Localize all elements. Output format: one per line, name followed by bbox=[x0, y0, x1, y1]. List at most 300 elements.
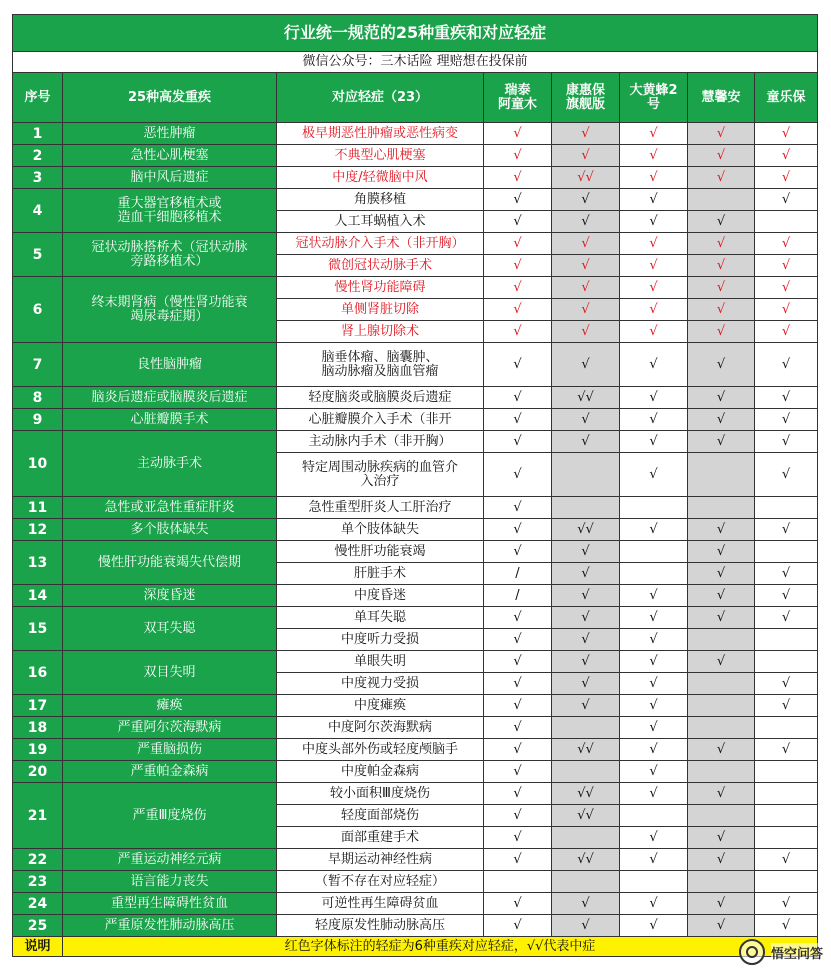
coverage-mark-product-4: √ bbox=[688, 255, 755, 277]
mild-condition: 特定周围动脉疾病的血管介 入治疗 bbox=[277, 453, 484, 497]
mild-condition: 面部重建手术 bbox=[277, 827, 484, 849]
row-number: 12 bbox=[13, 519, 63, 541]
coverage-mark-product-2: √√ bbox=[552, 387, 620, 409]
disease-name: 急性心肌梗塞 bbox=[63, 145, 277, 167]
coverage-mark-product-1: √ bbox=[484, 761, 552, 783]
row-number: 7 bbox=[13, 343, 63, 387]
table-row bbox=[13, 651, 818, 673]
coverage-mark-product-4: √ bbox=[688, 145, 755, 167]
mild-condition: 单眼失明 bbox=[277, 651, 484, 673]
row-number: 24 bbox=[13, 893, 63, 915]
table-row bbox=[13, 915, 818, 937]
disease-name: 严重脑损伤 bbox=[63, 739, 277, 761]
coverage-mark-product-1: √ bbox=[484, 695, 552, 717]
table-row bbox=[13, 541, 818, 563]
row-number: 23 bbox=[13, 871, 63, 893]
coverage-mark-product-4: √ bbox=[688, 277, 755, 299]
table-row bbox=[13, 277, 818, 299]
coverage-mark-product-3: √ bbox=[620, 761, 688, 783]
coverage-mark-product-1: √ bbox=[484, 827, 552, 849]
coverage-mark-product-5: √ bbox=[755, 673, 818, 695]
coverage-mark-product-1: √ bbox=[484, 915, 552, 937]
coverage-mark-product-5 bbox=[755, 651, 818, 673]
coverage-mark-product-4 bbox=[688, 453, 755, 497]
coverage-mark-product-3: √ bbox=[620, 277, 688, 299]
coverage-mark-product-2 bbox=[552, 827, 620, 849]
mild-condition: 轻度面部烧伤 bbox=[277, 805, 484, 827]
coverage-mark-product-1: √ bbox=[484, 277, 552, 299]
row-number: 11 bbox=[13, 497, 63, 519]
note-row bbox=[13, 937, 818, 957]
coverage-mark-product-2: √√ bbox=[552, 805, 620, 827]
disease-name: 终末期肾病（慢性肾功能衰 竭尿毒症期） bbox=[63, 277, 277, 343]
table-title: 行业统一规范的25种重疾和对应轻症 bbox=[13, 15, 818, 52]
table-row bbox=[13, 585, 818, 607]
coverage-mark-product-5 bbox=[755, 541, 818, 563]
disease-name: 重型再生障碍性贫血 bbox=[63, 893, 277, 915]
coverage-mark-product-1: √ bbox=[484, 717, 552, 739]
coverage-mark-product-2: √ bbox=[552, 695, 620, 717]
row-number: 14 bbox=[13, 585, 63, 607]
coverage-mark-product-1: √ bbox=[484, 431, 552, 453]
coverage-mark-product-4: √ bbox=[688, 233, 755, 255]
coverage-mark-product-1: √ bbox=[484, 255, 552, 277]
table-row bbox=[13, 739, 818, 761]
coverage-mark-product-4: √ bbox=[688, 607, 755, 629]
coverage-mark-product-3: √ bbox=[620, 409, 688, 431]
row-number: 17 bbox=[13, 695, 63, 717]
coverage-mark-product-2: √ bbox=[552, 343, 620, 387]
disease-name: 瘫痪 bbox=[63, 695, 277, 717]
coverage-mark-product-2: √ bbox=[552, 915, 620, 937]
coverage-mark-product-1: √ bbox=[484, 849, 552, 871]
table-row bbox=[13, 189, 818, 211]
table-row bbox=[13, 167, 818, 189]
coverage-mark-product-3 bbox=[620, 871, 688, 893]
mild-condition: 中度帕金森病 bbox=[277, 761, 484, 783]
coverage-mark-product-5: √ bbox=[755, 123, 818, 145]
mild-condition: 中度头部外伤或轻度颅脑手 bbox=[277, 739, 484, 761]
header-product-4: 慧馨安 bbox=[688, 73, 755, 123]
disease-name: 脑炎后遗症或脑膜炎后遗症 bbox=[63, 387, 277, 409]
coverage-mark-product-5: √ bbox=[755, 849, 818, 871]
coverage-mark-product-5: √ bbox=[755, 915, 818, 937]
disease-name: 严重原发性肺动脉高压 bbox=[63, 915, 277, 937]
mild-condition: 轻度原发性肺动脉高压 bbox=[277, 915, 484, 937]
coverage-mark-product-1: √ bbox=[484, 651, 552, 673]
coverage-mark-product-2: √ bbox=[552, 321, 620, 343]
mild-condition: 中度听力受损 bbox=[277, 629, 484, 651]
row-number: 9 bbox=[13, 409, 63, 431]
coverage-mark-product-3: √ bbox=[620, 673, 688, 695]
disease-name: 多个肢体缺失 bbox=[63, 519, 277, 541]
row-number: 13 bbox=[13, 541, 63, 585]
row-number: 16 bbox=[13, 651, 63, 695]
coverage-mark-product-3: √ bbox=[620, 629, 688, 651]
mild-condition: 早期运动神经性病 bbox=[277, 849, 484, 871]
row-number: 21 bbox=[13, 783, 63, 849]
subtitle-row bbox=[13, 52, 818, 73]
row-number: 22 bbox=[13, 849, 63, 871]
coverage-mark-product-2: √ bbox=[552, 541, 620, 563]
table-row bbox=[13, 519, 818, 541]
coverage-mark-product-5: √ bbox=[755, 585, 818, 607]
row-number: 8 bbox=[13, 387, 63, 409]
disease-name: 心脏瓣膜手术 bbox=[63, 409, 277, 431]
coverage-mark-product-1: √ bbox=[484, 145, 552, 167]
comparison-table bbox=[12, 14, 818, 957]
watermark-text: 悟空问答 bbox=[771, 943, 823, 962]
coverage-mark-product-3: √ bbox=[620, 695, 688, 717]
disease-name: 慢性肝功能衰竭失代偿期 bbox=[63, 541, 277, 585]
coverage-mark-product-2: √ bbox=[552, 585, 620, 607]
table-subtitle: 微信公众号：三木话险 理赔想在投保前 bbox=[13, 52, 818, 73]
disease-name: 主动脉手术 bbox=[63, 431, 277, 497]
disease-name: 急性或亚急性重症肝炎 bbox=[63, 497, 277, 519]
mild-condition: 中度视力受损 bbox=[277, 673, 484, 695]
coverage-mark-product-2 bbox=[552, 717, 620, 739]
disease-name: 冠状动脉搭桥术（冠状动脉 旁路移植术） bbox=[63, 233, 277, 277]
disease-name: 双耳失聪 bbox=[63, 607, 277, 651]
coverage-mark-product-1: / bbox=[484, 585, 552, 607]
coverage-mark-product-3: √ bbox=[620, 519, 688, 541]
mild-condition: 单耳失聪 bbox=[277, 607, 484, 629]
row-number: 3 bbox=[13, 167, 63, 189]
table-row bbox=[13, 145, 818, 167]
coverage-mark-product-2: √√ bbox=[552, 849, 620, 871]
coverage-mark-product-5 bbox=[755, 497, 818, 519]
coverage-mark-product-5 bbox=[755, 783, 818, 805]
table-row bbox=[13, 123, 818, 145]
mild-condition: 慢性肝功能衰竭 bbox=[277, 541, 484, 563]
row-number: 20 bbox=[13, 761, 63, 783]
coverage-mark-product-3: √ bbox=[620, 233, 688, 255]
coverage-mark-product-5: √ bbox=[755, 607, 818, 629]
coverage-mark-product-5 bbox=[755, 717, 818, 739]
coverage-mark-product-2: √ bbox=[552, 277, 620, 299]
coverage-mark-product-4: √ bbox=[688, 915, 755, 937]
row-number: 25 bbox=[13, 915, 63, 937]
coverage-mark-product-5: √ bbox=[755, 387, 818, 409]
note-label: 说明 bbox=[13, 937, 63, 957]
table-row bbox=[13, 233, 818, 255]
coverage-mark-product-1: √ bbox=[484, 519, 552, 541]
coverage-mark-product-1: √ bbox=[484, 783, 552, 805]
coverage-mark-product-2 bbox=[552, 871, 620, 893]
header-row bbox=[13, 73, 818, 123]
wukong-logo-icon bbox=[739, 939, 765, 965]
coverage-mark-product-2: √ bbox=[552, 145, 620, 167]
coverage-mark-product-2: √√ bbox=[552, 519, 620, 541]
coverage-mark-product-3: √ bbox=[620, 321, 688, 343]
row-number: 10 bbox=[13, 431, 63, 497]
coverage-mark-product-5: √ bbox=[755, 255, 818, 277]
coverage-mark-product-3 bbox=[620, 563, 688, 585]
coverage-mark-product-5 bbox=[755, 629, 818, 651]
table-row bbox=[13, 783, 818, 805]
coverage-mark-product-2 bbox=[552, 453, 620, 497]
disease-name: 严重Ⅲ度烧伤 bbox=[63, 783, 277, 849]
coverage-mark-product-4: √ bbox=[688, 519, 755, 541]
coverage-mark-product-1: √ bbox=[484, 453, 552, 497]
coverage-mark-product-5 bbox=[755, 761, 818, 783]
disease-name: 双目失明 bbox=[63, 651, 277, 695]
coverage-mark-product-5: √ bbox=[755, 277, 818, 299]
mild-condition: 心脏瓣膜介入手术（非开 bbox=[277, 409, 484, 431]
coverage-mark-product-3: √ bbox=[620, 145, 688, 167]
coverage-mark-product-4 bbox=[688, 629, 755, 651]
coverage-mark-product-5: √ bbox=[755, 893, 818, 915]
coverage-mark-product-3: √ bbox=[620, 189, 688, 211]
coverage-mark-product-1: √ bbox=[484, 321, 552, 343]
header-product-2: 康惠保 旗舰版 bbox=[552, 73, 620, 123]
coverage-mark-product-4 bbox=[688, 717, 755, 739]
coverage-mark-product-1: √ bbox=[484, 233, 552, 255]
coverage-mark-product-1: √ bbox=[484, 299, 552, 321]
coverage-mark-product-4: √ bbox=[688, 585, 755, 607]
coverage-mark-product-3 bbox=[620, 541, 688, 563]
disease-name: 良性脑肿瘤 bbox=[63, 343, 277, 387]
coverage-mark-product-3: √ bbox=[620, 343, 688, 387]
coverage-mark-product-3: √ bbox=[620, 827, 688, 849]
coverage-mark-product-3: √ bbox=[620, 849, 688, 871]
coverage-mark-product-2: √ bbox=[552, 189, 620, 211]
note-text: 红色字体标注的轻症为6种重疾对应轻症，√√代表中症 bbox=[63, 937, 818, 957]
coverage-mark-product-4: √ bbox=[688, 431, 755, 453]
coverage-mark-product-1: √ bbox=[484, 343, 552, 387]
coverage-mark-product-2: √ bbox=[552, 607, 620, 629]
header-product-3: 大黄蜂2 号 bbox=[620, 73, 688, 123]
coverage-mark-product-2: √√ bbox=[552, 783, 620, 805]
table-row bbox=[13, 761, 818, 783]
coverage-mark-product-4: √ bbox=[688, 541, 755, 563]
coverage-mark-product-5 bbox=[755, 211, 818, 233]
coverage-mark-product-1: √ bbox=[484, 123, 552, 145]
coverage-mark-product-3: √ bbox=[620, 893, 688, 915]
coverage-mark-product-3 bbox=[620, 805, 688, 827]
coverage-mark-product-3: √ bbox=[620, 717, 688, 739]
table-row bbox=[13, 607, 818, 629]
mild-condition: 肝脏手术 bbox=[277, 563, 484, 585]
table-row bbox=[13, 695, 818, 717]
coverage-mark-product-4 bbox=[688, 497, 755, 519]
coverage-mark-product-2: √ bbox=[552, 629, 620, 651]
coverage-mark-product-4 bbox=[688, 695, 755, 717]
coverage-mark-product-1: √ bbox=[484, 409, 552, 431]
coverage-mark-product-2: √ bbox=[552, 651, 620, 673]
coverage-mark-product-1: √ bbox=[484, 805, 552, 827]
coverage-mark-product-1: √ bbox=[484, 497, 552, 519]
coverage-mark-product-3: √ bbox=[620, 453, 688, 497]
row-number: 18 bbox=[13, 717, 63, 739]
coverage-mark-product-1: √ bbox=[484, 629, 552, 651]
mild-condition: 脑垂体瘤、脑囊肿、 脑动脉瘤及脑血管瘤 bbox=[277, 343, 484, 387]
mild-condition: 角膜移植 bbox=[277, 189, 484, 211]
coverage-mark-product-1: √ bbox=[484, 541, 552, 563]
coverage-mark-product-4: √ bbox=[688, 563, 755, 585]
mild-condition: 中度阿尔茨海默病 bbox=[277, 717, 484, 739]
mild-condition: 单个肢体缺失 bbox=[277, 519, 484, 541]
mild-condition: （暂不存在对应轻症） bbox=[277, 871, 484, 893]
coverage-mark-product-4: √ bbox=[688, 211, 755, 233]
header-mild: 对应轻症（23） bbox=[277, 73, 484, 123]
row-number: 19 bbox=[13, 739, 63, 761]
coverage-mark-product-3: √ bbox=[620, 255, 688, 277]
mild-condition: 中度/轻微脑中风 bbox=[277, 167, 484, 189]
coverage-mark-product-4 bbox=[688, 871, 755, 893]
coverage-mark-product-1: √ bbox=[484, 739, 552, 761]
coverage-mark-product-3: √ bbox=[620, 915, 688, 937]
row-number: 2 bbox=[13, 145, 63, 167]
table-row bbox=[13, 717, 818, 739]
coverage-mark-product-1 bbox=[484, 871, 552, 893]
row-number: 1 bbox=[13, 123, 63, 145]
insurance-comparison-table-wrapper bbox=[12, 14, 817, 957]
coverage-mark-product-4: √ bbox=[688, 387, 755, 409]
coverage-mark-product-2: √ bbox=[552, 123, 620, 145]
coverage-mark-product-2: √ bbox=[552, 893, 620, 915]
header-product-5: 童乐保 bbox=[755, 73, 818, 123]
mild-condition: 微创冠状动脉手术 bbox=[277, 255, 484, 277]
coverage-mark-product-1: √ bbox=[484, 673, 552, 695]
coverage-mark-product-4: √ bbox=[688, 893, 755, 915]
mild-condition: 慢性肾功能障碍 bbox=[277, 277, 484, 299]
coverage-mark-product-2: √ bbox=[552, 299, 620, 321]
mild-condition: 较小面积Ⅲ度烧伤 bbox=[277, 783, 484, 805]
coverage-mark-product-4: √ bbox=[688, 167, 755, 189]
coverage-mark-product-2: √ bbox=[552, 673, 620, 695]
table-row bbox=[13, 893, 818, 915]
coverage-mark-product-1: √ bbox=[484, 893, 552, 915]
mild-condition: 单侧肾脏切除 bbox=[277, 299, 484, 321]
coverage-mark-product-1: √ bbox=[484, 189, 552, 211]
coverage-mark-product-4: √ bbox=[688, 783, 755, 805]
title-row bbox=[13, 15, 818, 52]
mild-condition: 急性重型肝炎人工肝治疗 bbox=[277, 497, 484, 519]
coverage-mark-product-2: √ bbox=[552, 563, 620, 585]
mild-condition: 轻度脑炎或脑膜炎后遗症 bbox=[277, 387, 484, 409]
table-row bbox=[13, 431, 818, 453]
coverage-mark-product-4 bbox=[688, 673, 755, 695]
table-row bbox=[13, 497, 818, 519]
coverage-mark-product-3: √ bbox=[620, 651, 688, 673]
mild-condition: 中度昏迷 bbox=[277, 585, 484, 607]
header-product-1: 瑞泰 阿童木 bbox=[484, 73, 552, 123]
coverage-mark-product-5: √ bbox=[755, 167, 818, 189]
coverage-mark-product-4: √ bbox=[688, 123, 755, 145]
row-number: 15 bbox=[13, 607, 63, 651]
coverage-mark-product-5: √ bbox=[755, 739, 818, 761]
coverage-mark-product-4 bbox=[688, 761, 755, 783]
coverage-mark-product-5: √ bbox=[755, 233, 818, 255]
disease-name: 恶性肿瘤 bbox=[63, 123, 277, 145]
coverage-mark-product-1: √ bbox=[484, 387, 552, 409]
coverage-mark-product-2: √√ bbox=[552, 167, 620, 189]
coverage-mark-product-2: √√ bbox=[552, 739, 620, 761]
coverage-mark-product-5 bbox=[755, 827, 818, 849]
coverage-mark-product-2: √ bbox=[552, 233, 620, 255]
coverage-mark-product-3: √ bbox=[620, 607, 688, 629]
coverage-mark-product-4: √ bbox=[688, 849, 755, 871]
header-disease: 25种高发重疾 bbox=[63, 73, 277, 123]
mild-condition: 主动脉内手术（非开胸） bbox=[277, 431, 484, 453]
coverage-mark-product-5: √ bbox=[755, 563, 818, 585]
coverage-mark-product-5: √ bbox=[755, 321, 818, 343]
coverage-mark-product-3: √ bbox=[620, 431, 688, 453]
coverage-mark-product-5 bbox=[755, 871, 818, 893]
coverage-mark-product-1: √ bbox=[484, 167, 552, 189]
coverage-mark-product-5: √ bbox=[755, 409, 818, 431]
coverage-mark-product-3: √ bbox=[620, 123, 688, 145]
coverage-mark-product-5: √ bbox=[755, 695, 818, 717]
disease-name: 严重运动神经元病 bbox=[63, 849, 277, 871]
table-row bbox=[13, 409, 818, 431]
coverage-mark-product-4: √ bbox=[688, 827, 755, 849]
coverage-mark-product-4: √ bbox=[688, 739, 755, 761]
coverage-mark-product-2: √ bbox=[552, 211, 620, 233]
coverage-mark-product-4: √ bbox=[688, 299, 755, 321]
coverage-mark-product-3 bbox=[620, 497, 688, 519]
coverage-mark-product-3: √ bbox=[620, 211, 688, 233]
disease-name: 语言能力丧失 bbox=[63, 871, 277, 893]
coverage-mark-product-2 bbox=[552, 497, 620, 519]
disease-name: 严重帕金森病 bbox=[63, 761, 277, 783]
coverage-mark-product-5: √ bbox=[755, 453, 818, 497]
coverage-mark-product-4: √ bbox=[688, 321, 755, 343]
coverage-mark-product-3: √ bbox=[620, 585, 688, 607]
table-row bbox=[13, 871, 818, 893]
coverage-mark-product-3: √ bbox=[620, 783, 688, 805]
table-row bbox=[13, 849, 818, 871]
coverage-mark-product-5: √ bbox=[755, 145, 818, 167]
coverage-mark-product-1: √ bbox=[484, 211, 552, 233]
coverage-mark-product-3: √ bbox=[620, 299, 688, 321]
coverage-mark-product-4 bbox=[688, 805, 755, 827]
disease-name: 脑中风后遗症 bbox=[63, 167, 277, 189]
mild-condition: 肾上腺切除术 bbox=[277, 321, 484, 343]
coverage-mark-product-4: √ bbox=[688, 409, 755, 431]
table-row bbox=[13, 343, 818, 387]
coverage-mark-product-2: √ bbox=[552, 409, 620, 431]
coverage-mark-product-5 bbox=[755, 805, 818, 827]
mild-condition: 可逆性再生障碍贫血 bbox=[277, 893, 484, 915]
coverage-mark-product-2: √ bbox=[552, 431, 620, 453]
mild-condition: 冠状动脉介入手术（非开胸） bbox=[277, 233, 484, 255]
coverage-mark-product-4 bbox=[688, 189, 755, 211]
coverage-mark-product-5: √ bbox=[755, 189, 818, 211]
coverage-mark-product-4: √ bbox=[688, 343, 755, 387]
coverage-mark-product-5: √ bbox=[755, 299, 818, 321]
coverage-mark-product-1: √ bbox=[484, 607, 552, 629]
coverage-mark-product-3: √ bbox=[620, 739, 688, 761]
coverage-mark-product-2: √ bbox=[552, 255, 620, 277]
disease-name: 重大器官移植术或 造血干细胞移植术 bbox=[63, 189, 277, 233]
header-num: 序号 bbox=[13, 73, 63, 123]
mild-condition: 极早期恶性肿瘤或恶性病变 bbox=[277, 123, 484, 145]
coverage-mark-product-5: √ bbox=[755, 431, 818, 453]
coverage-mark-product-2 bbox=[552, 761, 620, 783]
row-number: 4 bbox=[13, 189, 63, 233]
row-number: 5 bbox=[13, 233, 63, 277]
coverage-mark-product-5: √ bbox=[755, 519, 818, 541]
watermark-logo bbox=[713, 936, 823, 968]
coverage-mark-product-4: √ bbox=[688, 651, 755, 673]
coverage-mark-product-1: / bbox=[484, 563, 552, 585]
disease-name: 深度昏迷 bbox=[63, 585, 277, 607]
row-number: 6 bbox=[13, 277, 63, 343]
mild-condition: 中度瘫痪 bbox=[277, 695, 484, 717]
table-row bbox=[13, 387, 818, 409]
